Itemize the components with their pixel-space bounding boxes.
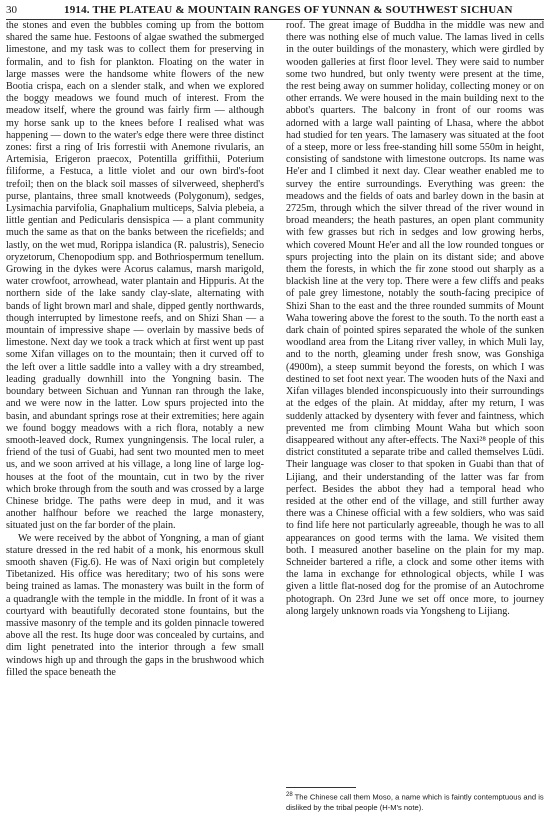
footnote-text: The Chinese call them Moso, a name which is faintly contemptuous and is disliked by the tribal people (H-M's note). xyxy=(286,792,544,812)
running-header xyxy=(6,2,544,19)
paragraph: roof. The great image of Buddha in the middle was new and there was nothing else of much value. The lamas lived in cells in the outer buildings of the monastery, which were girdled by wooden galleries at first floor level. They were said to number some two hundred, but only twenty were present at the time, the rest being away on summer holiday, collecting money or on other errands. We were housed in the main building next to the abbot's quarters. The balcony in front of our rooms was adorned with a large wall painting of Lhasa, where the abbot had studied for ten years. The lamasery was situated at the foot of a steep, more or less free-standing hill some 550m in height, consisting of sandstone with limestone outcrops. Its name was He'er and I climbed it next day. Clear weather enabled me to survey the entire surroundings. Everything was green: the meadows and the fields of oats and barley down in the basin at 2725m, through which the silver thread of the river wound in broad meanders; the heath pastures, an open plant community with few grasses but rich in sedges and low growing herbs, which covered Mount He'er and all the low rounded tongues or spurs projecting into the plain on its distant side; and above them the forests, in which the fir zone stood out sharply as a blackish line at the very top. There were a few cliffs and peaks of pale grey limestone, notably the south-facing precipice of Shizi Shan to the east and the three rounded summits of Mount Waha towering above the forest to the south. To the north east a dark chain of pointed spires separated the whole of the sunken woodland area from the Litang river valley, in which Muli lay, and to the north, gleaming under fresh snow, was Gonshiga (4900m), a steep summit beyond the forests, on which I was destined to set foot next year. The wooden huts of the Naxi and Xifan villages blended inconspicuously into their surroundings at the edges of the plain. At midday, after my return, I was suddenly attacked by dysentery with fever and faintness, which prevented me from climbing Mount Waha but which soon disappeared without any after-effects. The Naxi²⁸ people of this district constituted a separate tribe and called themselves Lüdi. Their language was closer to that spoken in Guabi than that of Lijiang, and their understanding of the latter was far from perfect. Besides the abbot they had a temporal head who resided at the other end of the village, and still further away there was a Chinese official with a few soldiers, who was said to find life here not particularly agreeable, though he was to all appearances on good terms with the lama. We visited them both. I measured another baseline on the plain for my map. Schneider bartered a rifle, a clock and some other items with the lama in exchange for ethnological objects, while I was given a little flat-nosed dog for the promise of an Autochrome photograph. On 23rd June we set off once more, to journey along largely unknown roads via Yongsheng to Lijiang. xyxy=(286,20,544,617)
left-column xyxy=(6,20,264,825)
footnote-rule xyxy=(286,787,356,788)
running-title: 1914. THE PLATEAU & MOUNTAIN RANGES OF YUNNAN & SOUTHWEST SICHUAN xyxy=(64,4,513,16)
paragraph: the stones and even the bubbles coming up from the bottom shared the same hue. Festoons of algae swathed the submerged limestone, and my task was to collect them for preserving in formalin, and to fish for plankton. Floating on the water in large masses were the handsome white flowers of the new Bootia crispa, each on a slender stalk, and when we explored the boggy meadows we found much of interest. From the meadow itself, where the ground was fairly firm — although my horse sank up to the knees before I realised what was happening — down to the water's edge there were three distinct zones: first a ring of Iris forrestii with Anemone rivularis, an Artemisia, Erigeron praecox, Potentilla griffithii, Poterium filiforme, a Festuca, a little violet and our own bird's-foot trefoil; then on the black soil masses of silverweed, shepherd's purse, plantains, three small knotweeds (Polygonum), sedges, Lysimachia parvifolia, Gnaphalium multiceps, Salvia plebeia, a little gentian and Pedicularis densispica — a plant community much the same as that on the banks between the ricefields; and lastly, on the wet mud, Rorippa islandica (R. palustris), Senecio oryzetorum, Chenopodium spp. and Bothriospermum tenellum. Growing in the dykes were Acorus calamus, marsh marigold, water crowfoot, arrowhead, water plantain and Hippuris. At the northern side of the lake sandy clay-slate, alternating with bands of light brown marl and shale, dipped gently northwards, though interrupted by limestone reefs, and on Shizi Shan — a mountain of impressive shape — overlain by massive beds of limestone. Next day we took a track which at first went up past some Xifan villages on to the mountain; then it curved off to the left over a little saddle into a valley with a dry streambed, leading gradually downhill into the Yongning basin. The boundary between Sichuan and Yunnan ran through the lake, and we were now in the latter. Low spurs projected into the basin, and abundant springs rose at their extremities; here again we found boggy meadows with a rich flora, notably a new smooth-leaved dock, Rumex yungningensis. The local ruler, a friend of the tusi of Guabi, had sent two mounted men to meet us, and we soon arrived at his village, a long line of large log-houses at the foot of the mountain, cut in two by the river which broke through from the south and was crossed by a large Chinese bridge. The paths were deep in mud, and it was another halfhour before we reached the large monastery, situated just on the far border of the plain. xyxy=(6,20,264,532)
footnote xyxy=(286,790,544,813)
page-number: 30 xyxy=(6,4,17,16)
footnote-marker: 28 xyxy=(286,792,293,798)
paragraph: We were received by the abbot of Yongning, a man of giant stature dressed in the red habit of a monk, his enormous skull smooth shaven (Fig.6). He was of Naxi origin but completely Tibetanized. His office was hereditary; two of his sons were being trained as lamas. The monastery was built in the form of a quadrangle with the temple in the middle. In front of it was a courtyard with beautifully decorated stone fountains, but the massive masonry of the temple and its golden pinnacle towered above all the rest. Its huge door was concealed by curtains, and dim light penetrated into the interior through a few small windows high up and through the gaps in the brushwood which filled the space beneath the xyxy=(6,532,264,678)
right-column xyxy=(286,20,544,825)
